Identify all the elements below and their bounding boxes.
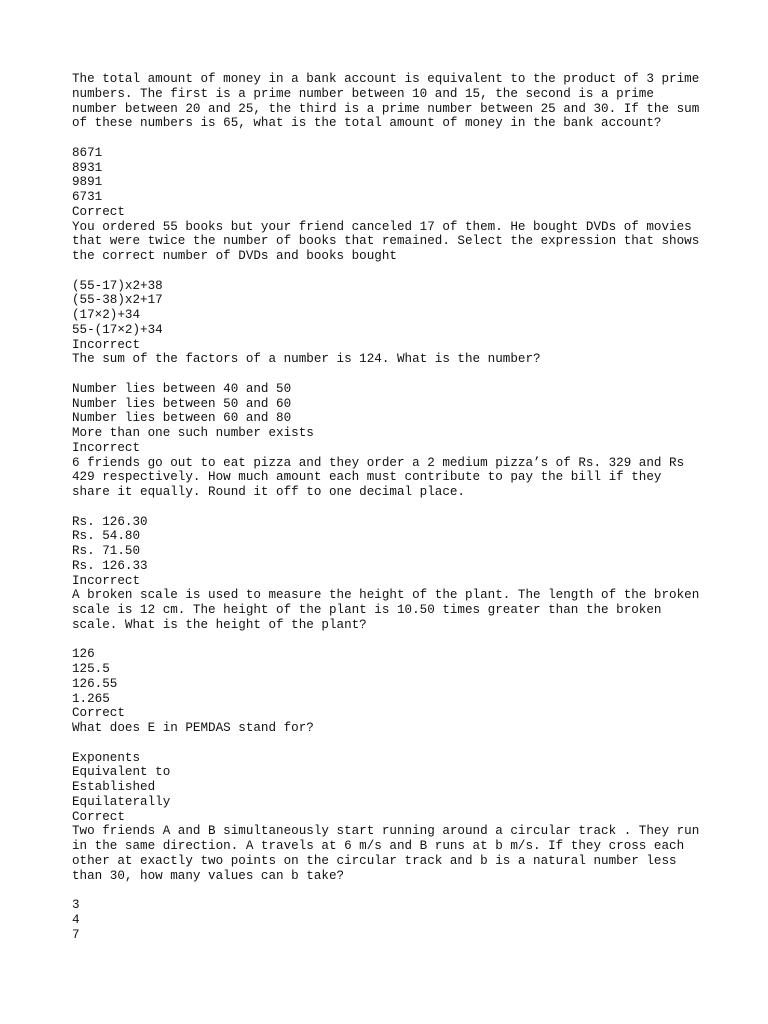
result-label: Incorrect	[72, 337, 141, 352]
question-text-line: than 30, how many values can b take?	[72, 868, 345, 883]
answer-option: Number lies between 50 and 60	[72, 396, 292, 411]
question-text-line: A broken scale is used to measure the height of the plant. The length of the broken	[72, 588, 700, 603]
answer-option: More than one such number exists	[72, 426, 314, 440]
question-text-line: share it equally. Round it off to one decimal place.	[72, 485, 465, 499]
question-text-line: in the same direction. A travels at 6 m/s and B runs at b m/s. If they cross each	[72, 839, 685, 853]
answer-option: Equilaterally	[72, 794, 171, 809]
question-text-line: numbers. The first is a prime number between 10 and 15, the second is a prime	[72, 86, 654, 101]
answer-option: 126	[72, 647, 95, 662]
answer-option: Number lies between 60 and 80	[72, 411, 292, 426]
answer-option: 55-(17×2)+34	[72, 322, 163, 337]
spacer	[72, 500, 712, 515]
question-text-line: other at exactly two points on the circular track and b is a natural number less	[72, 853, 677, 868]
answer-option: (17×2)+34	[72, 308, 141, 322]
answer-option: Rs. 126.33	[72, 558, 148, 573]
question-text-line: Two friends A and B simultaneously start running around a circular track . They run	[72, 824, 700, 839]
document-page	[72, 72, 712, 942]
question-text-line: of these numbers is 65, what is the total amount of money in the bank account?	[72, 116, 662, 131]
result-label: Incorrect	[72, 440, 141, 455]
result-label: Correct	[72, 706, 125, 721]
question-block	[72, 352, 712, 455]
spacer	[72, 264, 712, 279]
answer-option: 9891	[72, 175, 103, 190]
question-block	[72, 588, 712, 721]
question-block	[72, 456, 712, 589]
answer-option: 6731	[72, 190, 103, 204]
spacer	[72, 736, 712, 751]
answer-option: Equivalent to	[72, 765, 171, 780]
answer-option: Rs. 54.80	[72, 529, 141, 544]
question-block	[72, 220, 712, 353]
question-block	[72, 824, 712, 942]
result-label: Incorrect	[72, 573, 141, 588]
answer-option: (55-17)x2+38	[72, 278, 163, 293]
spacer	[72, 633, 712, 648]
answer-option: 7	[72, 927, 80, 942]
question-text-line: scale is 12 cm. The height of the plant is 10.50 times greater than the broken	[72, 603, 662, 617]
answer-option: 8931	[72, 160, 103, 175]
question-block	[72, 72, 712, 220]
question-text-line: 429 respectively. How much amount each must contribute to pay the bill if they	[72, 470, 662, 485]
result-label: Correct	[72, 204, 125, 219]
answer-option: 1.265	[72, 691, 110, 706]
spacer	[72, 367, 712, 382]
answer-option: 125.5	[72, 662, 110, 676]
answer-option: Rs. 126.30	[72, 514, 148, 529]
answer-option: Number lies between 40 and 50	[72, 381, 292, 396]
question-text-line: number between 20 and 25, the third is a prime number between 25 and 30. If the sum	[72, 101, 700, 116]
result-label: Correct	[72, 809, 125, 824]
answer-option: Exponents	[72, 750, 141, 765]
question-text-line: What does E in PEMDAS stand for?	[72, 721, 314, 735]
question-block	[72, 721, 712, 824]
answer-option: 3	[72, 898, 80, 912]
question-text-line: The sum of the factors of a number is 124. What is the number?	[72, 352, 541, 367]
answer-option: 4	[72, 912, 80, 927]
question-text-line: 6 friends go out to eat pizza and they order a 2 medium pizza’s of Rs. 329 and Rs	[72, 455, 685, 470]
question-text-line: that were twice the number of books that remained. Select the expression that shows	[72, 234, 700, 249]
question-text-line: the correct number of DVDs and books bought	[72, 249, 397, 263]
answer-option: 126.55	[72, 676, 118, 691]
question-text-line: You ordered 55 books but your friend canceled 17 of them. He bought DVDs of movies	[72, 219, 692, 234]
question-text-line: The total amount of money in a bank account is equivalent to the product of 3 prime	[72, 72, 700, 86]
question-text-line: scale. What is the height of the plant?	[72, 617, 367, 632]
answer-option: Established	[72, 780, 156, 794]
answer-option: 8671	[72, 145, 103, 160]
answer-option: Rs. 71.50	[72, 544, 141, 558]
answer-option: (55-38)x2+17	[72, 293, 163, 308]
spacer	[72, 883, 712, 898]
spacer	[72, 131, 712, 146]
